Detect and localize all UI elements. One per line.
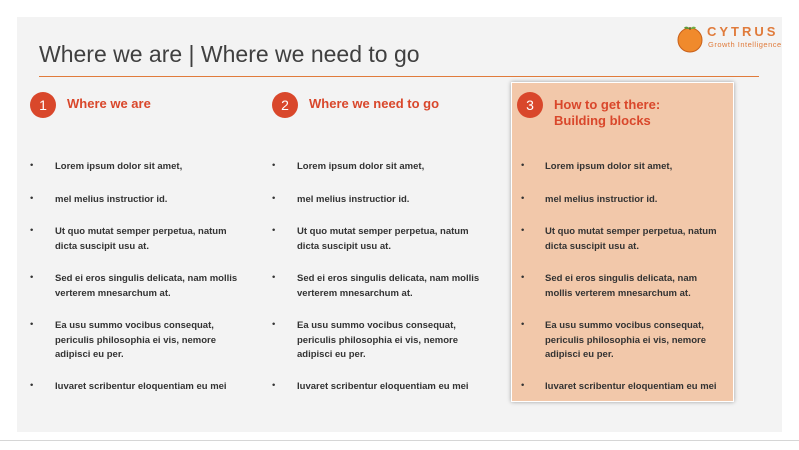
logo-tagline: Growth Intelligence: [708, 40, 782, 49]
logo-name: CYTRUS: [707, 24, 779, 39]
column-title: Where we are: [67, 96, 151, 111]
bullet-icon: •: [521, 225, 525, 236]
step-number-badge: 1: [30, 92, 56, 118]
bullet-icon: •: [521, 160, 525, 171]
step-number-badge: 3: [517, 92, 543, 118]
step-number-badge: 2: [272, 92, 298, 118]
column-title: How to get there: Building blocks: [554, 97, 661, 128]
column-header: [30, 82, 250, 122]
bullet-icon: •: [30, 319, 34, 330]
bullet-icon: •: [272, 225, 276, 236]
bullet-icon: •: [521, 319, 525, 330]
orange-fruit-icon: [676, 25, 704, 53]
bullet-icon: •: [30, 193, 34, 204]
column-how-to-get-there: 3 How to get there: Building blocks • Lorem ipsum dolor sit amet, • mel melius instructior id. • Ut quo mutat semper perpetua, natum dicta suscipit usu at. • Sed ei eros singulis delicata, nam mollis verterem mnesarchum at. • Ea usu summo vocibus consequat, periculis philosophia ei vis, nemore adipisci eu per. • Iuvaret scribentur eloquentiam eu mei: [511, 82, 731, 402]
column-header: [272, 82, 492, 122]
column-header: [511, 82, 731, 128]
bullet-icon: •: [521, 380, 525, 391]
bullet-icon: •: [521, 272, 525, 283]
bullet-icon: •: [30, 160, 34, 171]
title-divider: [39, 76, 759, 77]
bullet-icon: •: [272, 272, 276, 283]
column-title: Where we need to go: [309, 96, 440, 111]
bullet-icon: •: [30, 225, 34, 236]
column-where-we-are: 1 Where we are • Lorem ipsum dolor sit amet, • mel melius instructior id. • Ut quo mutat semper perpetua, natum dicta suscipit usu at. • Sed ei eros singulis delicata, nam mollis verterem mnesarchum at. • Ea usu summo vocibus consequat, periculis philosophia ei vis, nemore adipisci eu per. • Iuvaret scribentur eloquentiam eu mei: [30, 82, 250, 122]
slide-title: Where we are | Where we need to go: [39, 41, 420, 67]
bullet-icon: •: [272, 380, 276, 391]
cytrus-logo: [676, 21, 786, 55]
column-where-we-need-to-go: 2 Where we need to go • Lorem ipsum dolor sit amet, • mel melius instructior id. • Ut quo mutat semper perpetua, natum dicta suscipit usu at. • Sed ei eros singulis delicata, nam mollis verterem mnesarchum at. • Ea usu summo vocibus consequat, periculis philosophia ei vis, nemore adipisci eu per. • Iuvaret scribentur eloquentiam eu mei: [272, 82, 492, 122]
bullet-icon: •: [272, 319, 276, 330]
bullet-icon: •: [272, 193, 276, 204]
bullet-icon: •: [30, 380, 34, 391]
bullet-icon: •: [521, 193, 525, 204]
bullet-icon: •: [30, 272, 34, 283]
bullet-icon: •: [272, 160, 276, 171]
bottom-divider: [0, 440, 799, 441]
